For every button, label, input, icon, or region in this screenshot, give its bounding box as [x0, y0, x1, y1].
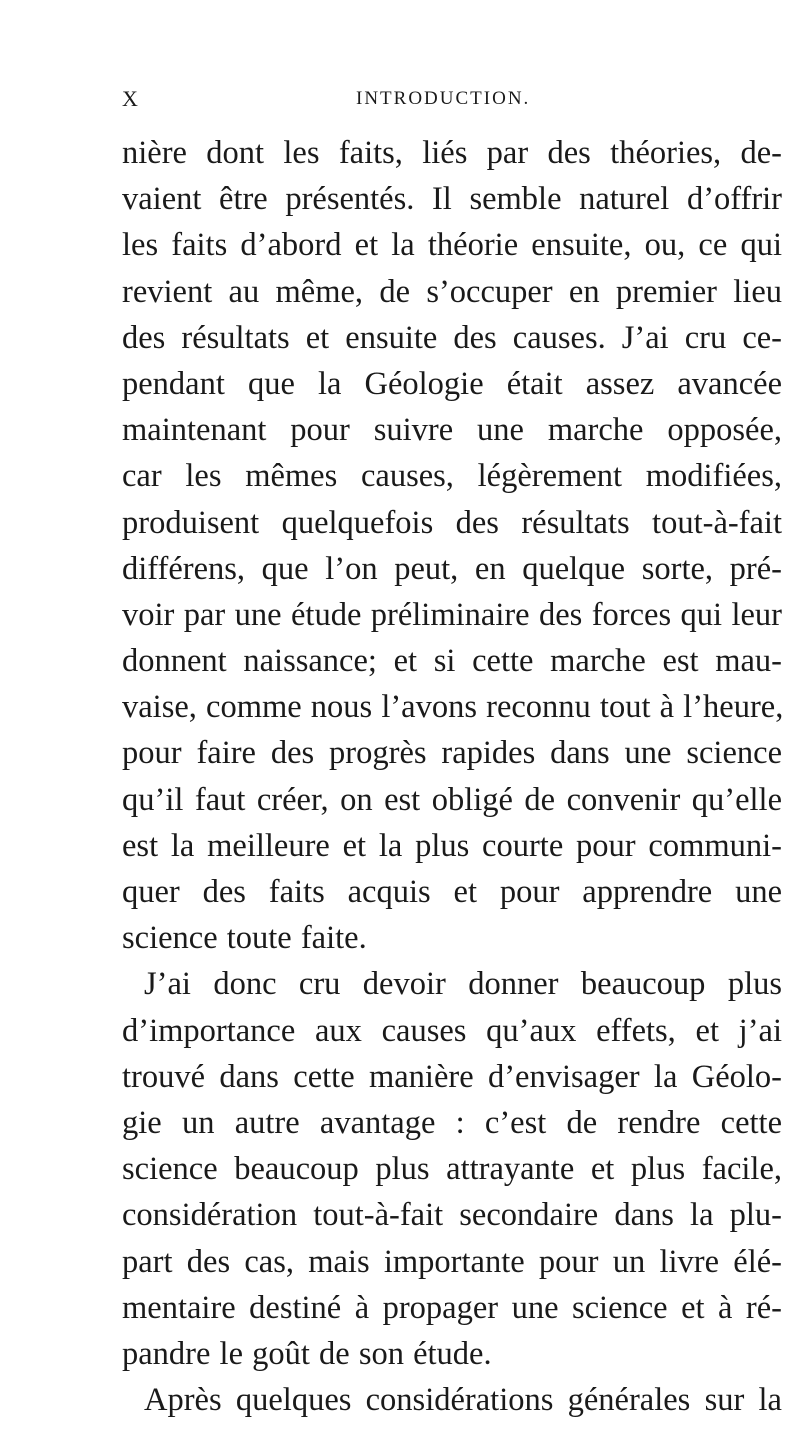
- body-text: [122, 130, 782, 1423]
- text-line: trouvé dans cette manière d’envisager la Géolo-: [122, 1058, 782, 1095]
- text-line: pour faire des progrès rapides dans une science: [122, 735, 782, 772]
- text-line: les faits d’abord et la théorie ensuite, ou, ce qui: [122, 227, 782, 264]
- page-number: X: [122, 86, 139, 111]
- text-line: considération tout-à-fait secondaire dans la plu-: [122, 1197, 782, 1234]
- text-line: science beaucoup plus attrayante et plus facile,: [122, 1151, 782, 1188]
- text-line: J’ai donc cru devoir donner beaucoup plus: [144, 966, 782, 1003]
- text-line: des résultats et ensuite des causes. J’ai cru ce-: [122, 319, 782, 356]
- text-line: pandre le goût de son étude.: [122, 1335, 492, 1372]
- text-line: quer des faits acquis et pour apprendre une: [122, 874, 782, 910]
- text-line: qu’il faut créer, on est obligé de convenir qu’elle: [122, 781, 782, 818]
- text-line: nière dont les faits, liés par des théories, de-: [122, 135, 782, 171]
- text-line: donnent naissance; et si cette marche est mau-: [122, 643, 782, 680]
- text-line: vaise, comme nous l’avons reconnu tout à l’heure,: [122, 689, 784, 726]
- page-header: [0, 86, 800, 116]
- text-line: car les mêmes causes, légèrement modifiées,: [122, 458, 782, 495]
- text-line: est la meilleure et la plus courte pour communi-: [122, 827, 782, 864]
- text-line: science toute faite.: [122, 920, 367, 957]
- paragraph: [122, 1377, 782, 1423]
- text-line: revient au même, de s’occuper en premier lieu: [122, 273, 782, 310]
- text-line: pendant que la Géologie était assez avancée: [122, 365, 782, 402]
- text-line: vaient être présentés. Il semble naturel d’offrir: [122, 181, 782, 218]
- text-line: Après quelques considérations générales sur la: [144, 1382, 782, 1419]
- text-line: maintenant pour suivre une marche opposée,: [122, 412, 782, 449]
- text-line: d’importance aux causes qu’aux effets, et j’ai: [122, 1012, 782, 1049]
- text-line: produisent quelquefois des résultats tout-à-fait: [122, 504, 782, 541]
- paragraph: [122, 130, 782, 961]
- text-line: mentaire destiné à propager une science et à ré-: [122, 1289, 782, 1326]
- text-line: voir par une étude préliminaire des forces qui leur: [122, 596, 782, 633]
- text-line: différens, que l’on peut, en quelque sorte, pré-: [122, 550, 782, 587]
- text-line: part des cas, mais importante pour un livre élé-: [122, 1243, 782, 1280]
- text-line: gie un autre avantage : c’est de rendre cette: [122, 1104, 782, 1141]
- paragraph: [122, 961, 782, 1377]
- running-head: INTRODUCTION.: [356, 88, 531, 109]
